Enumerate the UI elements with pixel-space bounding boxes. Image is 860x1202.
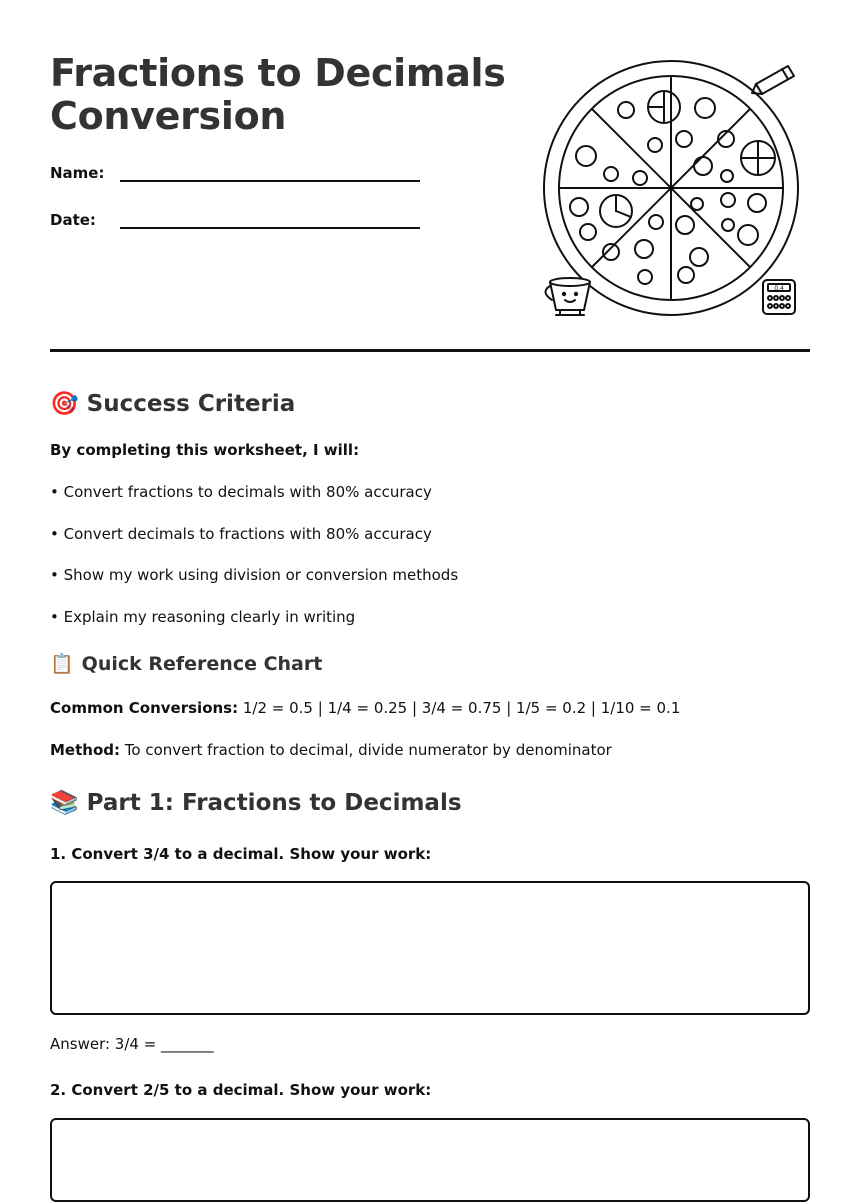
- method-text: To convert fraction to decimal, divide numerator by denominator: [120, 741, 612, 759]
- books-icon: 📚: [50, 790, 79, 816]
- question-2: 2. Convert 2/5 to a decimal. Show your work:: [50, 1081, 432, 1099]
- question-1: 1. Convert 3/4 to a decimal. Show your work:: [50, 845, 432, 863]
- target-icon: 🎯: [50, 391, 79, 417]
- method-note: [50, 741, 612, 759]
- reference-heading: [50, 652, 322, 675]
- header-divider: [50, 349, 810, 352]
- calculator-display: 0.4: [774, 285, 784, 292]
- answer-1: Answer: 3/4 = _______: [50, 1035, 214, 1053]
- criteria-item: • Explain my reasoning clearly in writing: [50, 608, 356, 626]
- common-conversions-label: Common Conversions:: [50, 699, 239, 717]
- date-label: Date:: [50, 211, 96, 229]
- criteria-item: • Show my work using division or conversion methods: [50, 566, 459, 584]
- worksheet-header: [50, 51, 530, 229]
- name-field: [50, 164, 420, 182]
- date-field: [50, 211, 420, 229]
- work-box-2[interactable]: [50, 1118, 810, 1202]
- reference-title: Quick Reference Chart: [81, 652, 323, 675]
- common-conversions-text: 1/2 = 0.5 | 1/4 = 0.25 | 3/4 = 0.75 | 1/5 = 0.2 | 1/10 = 0.1: [238, 699, 681, 717]
- success-intro: By completing this worksheet, I will:: [50, 441, 360, 459]
- title-line-1: Fractions to Decimals: [50, 51, 506, 95]
- part1-title: Part 1: Fractions to Decimals: [86, 789, 462, 816]
- name-line[interactable]: [120, 164, 420, 182]
- date-line[interactable]: [120, 211, 420, 229]
- criteria-item: • Convert decimals to fractions with 80% accuracy: [50, 525, 432, 543]
- part1-heading: [50, 789, 462, 816]
- criteria-item: • Convert fractions to decimals with 80% accuracy: [50, 483, 432, 501]
- pencil-icon: [752, 66, 794, 94]
- work-box-1[interactable]: [50, 881, 810, 1015]
- page-title: [50, 52, 530, 138]
- success-criteria-heading: [50, 390, 295, 417]
- success-criteria-title: Success Criteria: [86, 390, 296, 417]
- common-conversions: [50, 699, 680, 717]
- name-label: Name:: [50, 164, 105, 182]
- title-line-2: Conversion: [50, 94, 287, 138]
- cup-icon: [545, 278, 590, 315]
- method-label: Method:: [50, 741, 120, 759]
- clipboard-icon: 📋: [50, 653, 74, 675]
- pizza-illustration: [538, 60, 800, 322]
- pizza-icon: [544, 61, 798, 315]
